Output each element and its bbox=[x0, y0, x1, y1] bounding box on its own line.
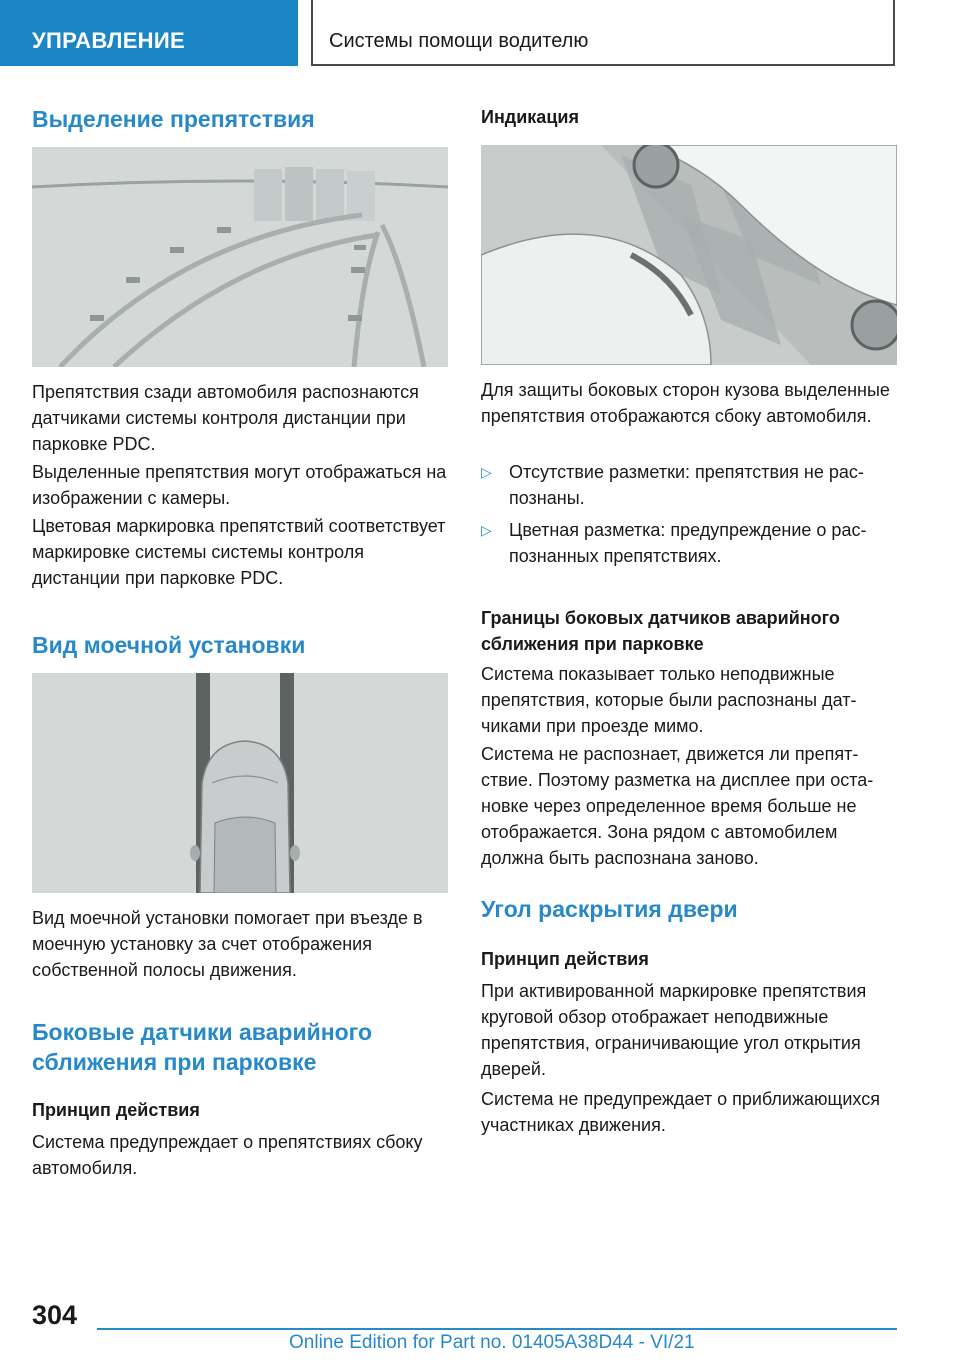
paragraph-door-2: Система не предупреждает о приближающихся участниках движения. bbox=[481, 1089, 880, 1135]
heading-obstacle-marking: Выделение препятствия bbox=[32, 106, 315, 132]
car-wash-illustration bbox=[32, 673, 448, 893]
footer-rule bbox=[97, 1328, 897, 1330]
figure-indication bbox=[481, 145, 897, 365]
paragraph-limits-2: Система не распознает, движется ли препятствие. Поэтому разметка на дисплее при остановке через определенное время больше не отображается. Зона рядом с автомобилем должна быть распознана заново. bbox=[481, 744, 874, 868]
paragraph-limits-1: Система показывает только неподвижные препятствия, которые были распознаны датчиками при проезде мимо. bbox=[481, 664, 857, 736]
figure-obstacle-marking bbox=[32, 147, 448, 367]
obstacle-camera-illustration bbox=[32, 147, 448, 367]
heading-system-limits: Границы боковых датчиков аварийного сближения при парковке bbox=[481, 608, 840, 654]
paragraph-obstacle-3: Цветовая маркировка препятствий соответствует маркировке системы системы контроля дистанции при парковке PDC. bbox=[32, 516, 446, 588]
bullet-triangle-icon: ▷ bbox=[481, 464, 492, 480]
section-tab bbox=[0, 0, 298, 66]
heading-door-angle: Угол раскрытия двери bbox=[481, 896, 738, 922]
side-sensor-illustration bbox=[481, 145, 897, 365]
chapter-title: Системы помощи водителю bbox=[329, 30, 589, 52]
figure-car-wash-view bbox=[32, 673, 448, 893]
paragraph-car-wash: Вид моечной установки помогает при въезде в моечную установку за счет отображения собственной полосы движения. bbox=[32, 908, 423, 980]
paragraph-door-1: При активированной маркировке препятствия круговой обзор отображает неподвижные препятствия, ограничивающие угол открытия дверей. bbox=[481, 981, 867, 1079]
paragraph-obstacle-2: Выделенные препятствия могут отображаться на изображении с камеры. bbox=[32, 462, 447, 508]
paragraph-obstacle-1: Препятствия сзади автомобиля распознаются датчиками системы контроля дистанции при парковке PDC. bbox=[32, 382, 419, 454]
section-title: УПРАВЛЕНИЕ bbox=[32, 28, 185, 53]
paragraph-indication: Для защиты боковых сторон кузова выделенные препятствия отображаются сбоку автомобиля. bbox=[481, 380, 890, 426]
subheading-side-principle: Принцип действия bbox=[32, 1100, 200, 1120]
chapter-box bbox=[311, 0, 895, 66]
page-number: 304 bbox=[32, 1300, 78, 1330]
bullet-no-marking bbox=[481, 459, 901, 511]
bullet-color-marking bbox=[481, 517, 901, 569]
bullet-triangle-icon: ▷ bbox=[481, 522, 492, 538]
heading-car-wash-view: Вид моечной установки bbox=[32, 632, 306, 658]
page-header bbox=[0, 0, 960, 66]
heading-indication: Индикация bbox=[481, 107, 579, 127]
heading-side-sensors: Боковые датчики аварийного сближения при парковке bbox=[32, 1019, 373, 1075]
paragraph-side-principle: Система предупреждает о препятствиях сбоку автомобиля. bbox=[32, 1132, 423, 1178]
bullet-text: Отсутствие разметки: препятствия не распознаны. bbox=[509, 462, 864, 508]
edition-note: Online Edition for Part no. 01405A38D44 - VI/21 bbox=[289, 1332, 695, 1353]
bullet-text: Цветная разметка: предупреждение о распознанных препятствиях. bbox=[509, 520, 867, 566]
subheading-door-principle: Принцип действия bbox=[481, 949, 649, 969]
